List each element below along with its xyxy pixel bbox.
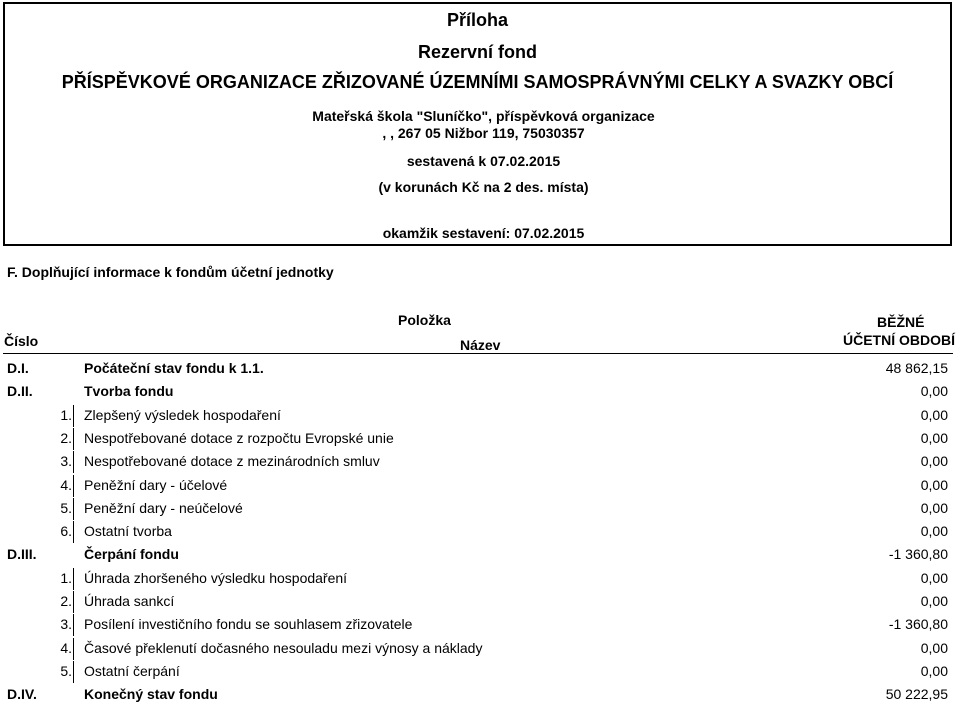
row-name: Úhrada sankcí	[84, 593, 175, 609]
row-value: 0,00	[920, 593, 948, 609]
cell-border	[73, 591, 74, 613]
column-header-number: Číslo	[4, 333, 39, 349]
row-value: 0,00	[920, 476, 948, 493]
row-name: Nespotřebované dotace z mezinárodních smluv	[84, 453, 380, 470]
table-row	[0, 568, 960, 590]
cell-border	[73, 428, 74, 450]
cell-border	[73, 451, 74, 473]
row-value: 0,00	[920, 406, 948, 423]
row-value: 0,00	[920, 429, 948, 446]
row-name: Ostatní tvorba	[84, 523, 172, 540]
row-number: 2.	[60, 593, 72, 609]
row-code: D.I.	[7, 360, 29, 376]
row-number: 1.	[60, 406, 72, 423]
row-name: Ostatní čerpání	[84, 662, 180, 679]
report-header	[3, 2, 952, 246]
table-row	[0, 638, 960, 660]
currency-units: (v korunách Kč na 2 des. místa)	[378, 179, 589, 195]
row-value: 0,00	[920, 639, 948, 656]
row-value: -1 360,80	[888, 546, 948, 563]
row-number: 6.	[60, 523, 72, 540]
row-name: Nespotřebované dotace z rozpočtu Evropské unie	[84, 429, 394, 446]
report-title: Příloha	[446, 10, 508, 30]
cell-border	[73, 405, 74, 427]
column-header-name: Název	[460, 337, 501, 353]
table-row	[0, 475, 960, 497]
row-name: Počáteční stav fondu k 1.1.	[84, 360, 264, 376]
row-name: Časové překlenutí dočasného nesouladu mezi výnosy a náklady	[84, 639, 483, 656]
row-name: Peněžní dary - účelové	[84, 476, 228, 493]
cell-border	[73, 498, 74, 520]
entity-name: Mateřská škola "Sluníčko", příspěvková organizace	[312, 108, 655, 124]
table-row	[0, 358, 960, 380]
row-number: 1.	[60, 569, 72, 586]
cell-border	[73, 638, 74, 660]
row-name: Tvorba fondu	[84, 383, 174, 400]
compiled-date: sestavená k 07.02.2015	[406, 153, 561, 169]
table-row	[0, 498, 960, 520]
column-header-current-period-line2: ÚČETNÍ OBDOBÍ	[843, 332, 955, 348]
table-row	[0, 428, 960, 450]
column-header-current-period: BĚŽNÉ	[877, 314, 925, 330]
row-value: 48 862,15	[885, 360, 948, 376]
row-value: 0,00	[920, 662, 948, 679]
row-value: 0,00	[920, 499, 948, 516]
table-header-divider	[3, 353, 953, 354]
cell-border	[73, 521, 74, 543]
table-row	[0, 661, 960, 683]
row-number: 4.	[60, 639, 72, 656]
row-name: Peněžní dary - neúčelové	[84, 499, 243, 516]
table-row	[0, 614, 960, 636]
row-name: Zlepšený výsledek hospodaření	[84, 406, 281, 423]
row-value: 0,00	[920, 523, 948, 540]
compilation-moment: okamžik sestavení: 07.02.2015	[382, 225, 585, 241]
column-header-item: Položka	[398, 312, 451, 328]
cell-border	[73, 475, 74, 497]
row-number: 4.	[60, 476, 72, 493]
cell-border	[73, 661, 74, 683]
row-name: Konečný stav fondu	[84, 686, 218, 703]
cell-border	[73, 614, 74, 636]
table-row	[0, 405, 960, 427]
entity-address: , , 267 05 Nižbor 119, 75030357	[382, 125, 585, 141]
row-number: 5.	[60, 499, 72, 516]
row-value: 0,00	[920, 453, 948, 470]
row-code: D.II.	[7, 383, 33, 400]
table-row	[0, 521, 960, 543]
row-value: 50 222,95	[885, 686, 948, 703]
table-row	[0, 381, 960, 403]
row-value: 0,00	[920, 569, 948, 586]
section-title: F. Doplňující informace k fondům účetní jednotky	[7, 264, 334, 280]
row-code: D.III.	[7, 546, 37, 563]
report-subtitle: Rezervní fond	[417, 42, 537, 62]
table-row	[0, 591, 960, 613]
organization-type: PŘÍSPĚVKOVÉ ORGANIZACE ZŘIZOVANÉ ÚZEMNÍMI SAMOSPRÁVNÝMI CELKY A SVAZKY OBCÍ	[61, 72, 894, 92]
row-number: 2.	[60, 429, 72, 446]
row-number: 5.	[60, 662, 72, 679]
row-number: 3.	[60, 616, 72, 633]
table-row	[0, 544, 960, 566]
row-name: Úhrada zhoršeného výsledku hospodaření	[84, 569, 348, 586]
row-value: -1 360,80	[888, 616, 948, 633]
row-code: D.IV.	[7, 686, 37, 703]
table-row	[0, 451, 960, 473]
row-number: 3.	[60, 453, 72, 470]
cell-border	[73, 568, 74, 590]
table-row	[0, 684, 960, 706]
row-name: Posílení investičního fondu se souhlasem zřizovatele	[84, 616, 413, 633]
row-value: 0,00	[920, 383, 948, 400]
row-name: Čerpání fondu	[84, 546, 179, 563]
